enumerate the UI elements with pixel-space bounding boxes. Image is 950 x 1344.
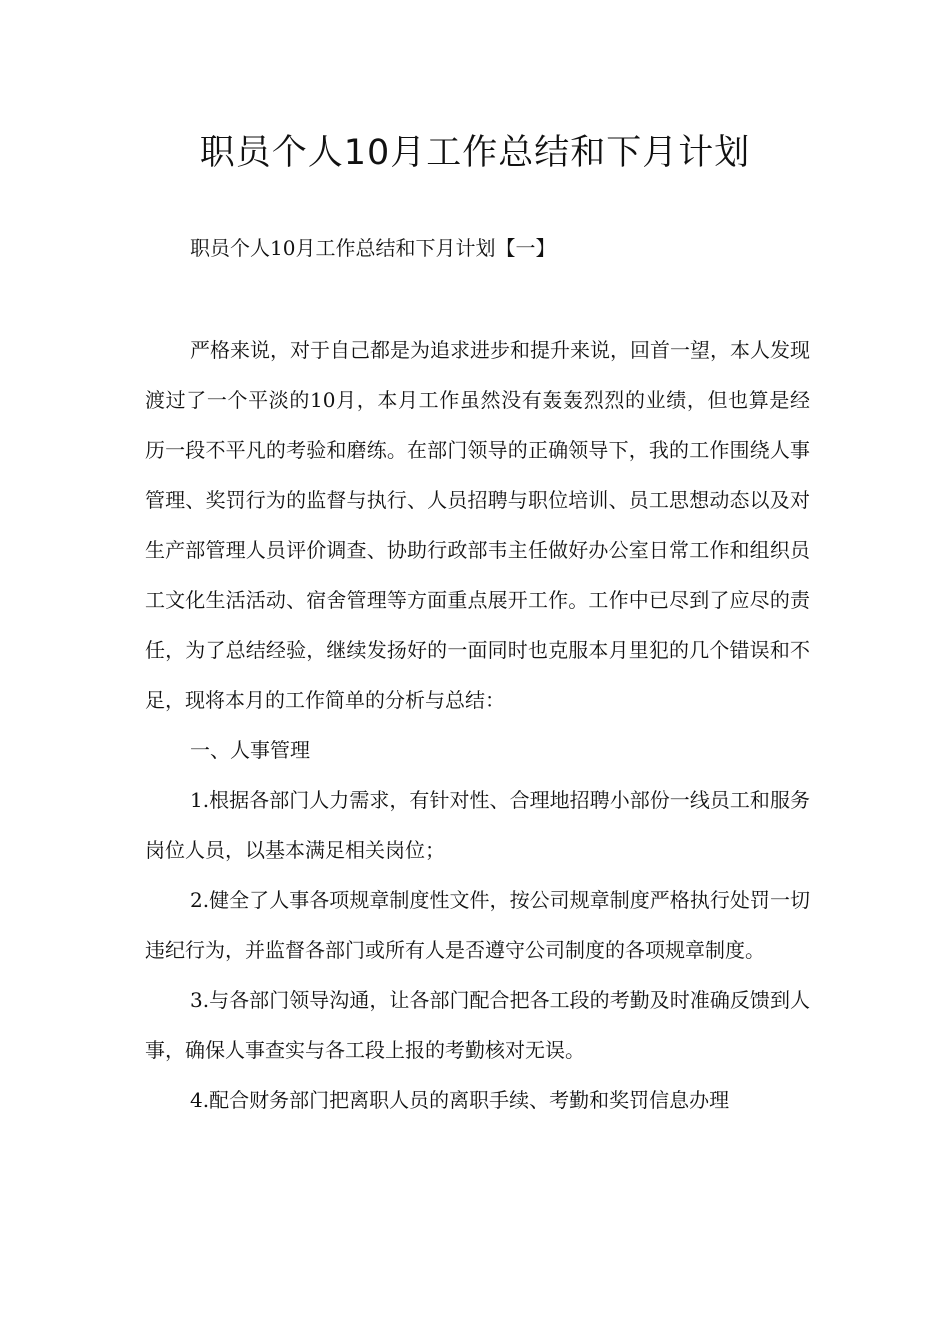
section-heading-personnel: 一、人事管理 xyxy=(190,738,310,762)
list-item-4: 4.配合财务部门把离职人员的离职手续、考勤和奖罚信息办理 xyxy=(190,1088,730,1112)
document-title: 职员个人10月工作总结和下月计划 xyxy=(199,133,751,173)
document-body xyxy=(145,325,810,1125)
section-subheading: 职员个人10月工作总结和下月计划【一】 xyxy=(190,236,556,260)
list-item-1: 1.根据各部门人力需求，有针对性、合理地招聘小部份一线员工和服务岗位人员，以基本满足相关岗位； xyxy=(145,788,810,862)
list-item-3: 3.与各部门领导沟通，让各部门配合把各工段的考勤及时准确反馈到人事，确保人事查实与各工段上报的考勤核对无误。 xyxy=(145,988,810,1062)
list-item-2: 2.健全了人事各项规章制度性文件，按公司规章制度严格执行处罚一切违纪行为，并监督各部门或所有人是否遵守公司制度的各项规章制度。 xyxy=(145,888,810,962)
intro-paragraph: 严格来说，对于自己都是为追求进步和提升来说，回首一望，本人发现渡过了一个平淡的10月，本月工作虽然没有轰轰烈烈的业绩，但也算是经历一段不平凡的考验和磨练。在部门领导的正确领导下，我的工作围绕人事管理、奖罚行为的监督与执行、人员招聘与职位培训、员工思想动态以及对生产部管理人员评价调查、协助行政部韦主任做好办公室日常工作和组织员工文化生活活动、宿舍管理等方面重点展开工作。工作中已尽到了应尽的责任，为了总结经验，继续发扬好的一面同时也克服本月里犯的几个错误和不足，现将本月的工作简单的分析与总结： xyxy=(145,338,810,712)
